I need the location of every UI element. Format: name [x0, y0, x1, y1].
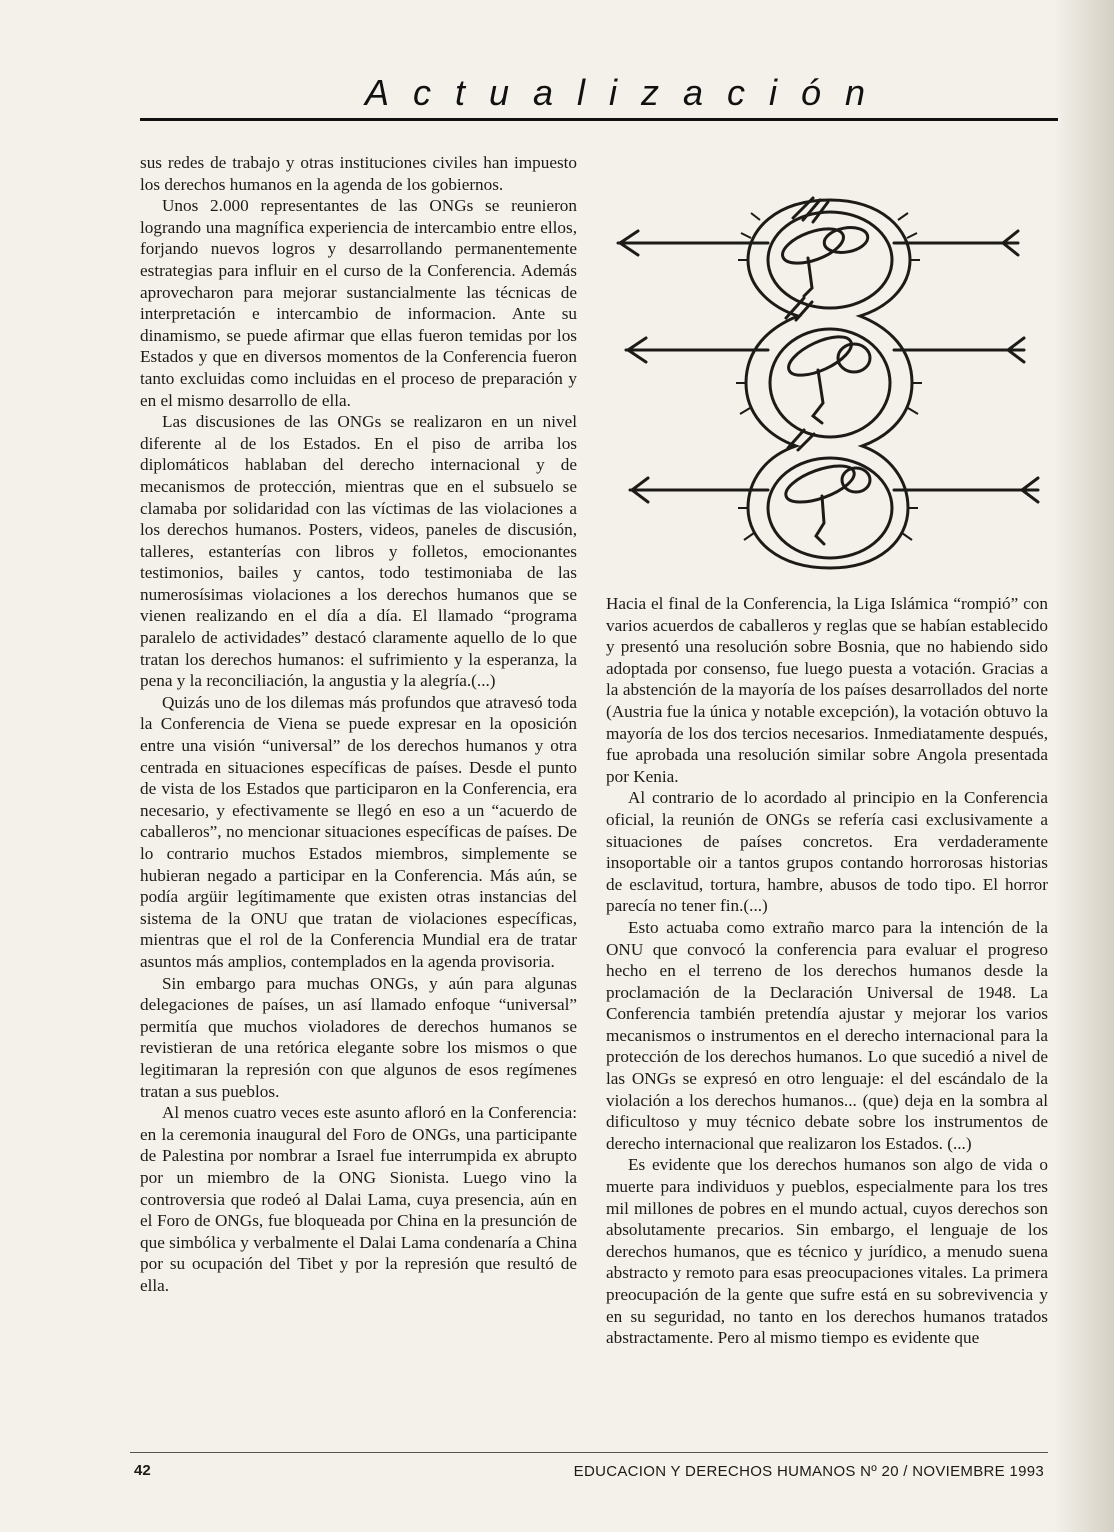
- left-paragraph-2: Unos 2.000 representantes de las ONGs se reunieron logrando una magnífica experiencia de intercambio entre ellos, forjando nuevos logros y desarrollando permanentemente estrategias para influir en el curso de la Conferencia. Además aprovecharon para mejorar sustancialmente las técnicas de interpretación e intercambio de informacion. Ante su dinamismo, se puede afirmar que ellas fueron temidas por los Estados y que en diversos momentos de la Conferencia fueron tanto excluidas como incluidas en el proceso de preparación y en el mismo desarrollo de ella.: [140, 196, 577, 410]
- publication-footer: EDUCACION Y DERECHOS HUMANOS Nº 20 / NOVIEMBRE 1993: [573, 1463, 1044, 1480]
- section-title: Actualización: [364, 72, 890, 113]
- left-paragraph-1: sus redes de trabajo y otras instituciones civiles han impuesto los derechos humanos en la agenda de los gobiernos.: [140, 153, 577, 194]
- left-paragraph-3: Las discusiones de las ONGs se realizaron en un nivel diferente al de los Estados. En el piso de arriba los diplomáticos hablaban del derecho internacional y de mecanismos de protección, mientras que en el subsuelo se clamaba por solidaridad con las víctimas de las violaciones a los derechos humanos. Posters, videos, paneles de discusión, talleres, estanterías con libros y folletos, emocionantes testimonios, bailes y cantos, todo testimoniaba de las numerosísimas violaciones a los derechos humanos que se vienen realizando en el día a día. El llamado “programa paralelo de actividades” destacó claramente aquello de lo que tratan los derechos humanos: el sufrimiento y la esperanza, la pena y la reconciliación, la angustia y la alegría.(...): [140, 412, 577, 691]
- right-paragraph-2: Al contrario de lo acordado al principio en la Conferencia oficial, la reunión de ONGs se refería casi exclusivamente a situaciones de países concretos. Era verdaderamente insoportable oir a tantos grupos contando horrorosas historias de esclavitud, tortura, hambre, abusos de todo tipo. El horror parecía no tener fin.(...): [606, 788, 1048, 916]
- right-paragraph-1: Hacia el final de la Conferencia, la Liga Islámica “rompió” con varios acuerdos de caballeros y reglas que se habían establecido y presentó una resolución sobre Bosnia, que no habiendo sido adoptada por consenso, fue luego puesta a votación. Gracias a la abstención de la mayoría de los países desarrollados del norte (Austria fue la única y notable excepción), la votación obtuvo la mayoría de los dos tercios necesarios. Inmediatamente después, fue aprobada una resolución similar sobre Angola presentada por Kenia.: [606, 594, 1048, 786]
- left-column: [140, 152, 577, 1296]
- figure-eight-illustration: [608, 178, 1053, 583]
- page-edge-shadow: [1054, 0, 1114, 1532]
- right-column: [606, 593, 1048, 1349]
- right-paragraph-3: Esto actuaba como extraño marco para la intención de la ONU que convocó la conferencia para evaluar el progreso hecho en el terreno de los derechos humanos desde la proclamación de la Declaración Universal de 1948. La Conferencia también pretendía ajustar y mejorar los varios mecanismos o instrumentos en el derecho internacional para la protección de los derechos humanos. Lo que sucedió a nivel de las ONGs se expresó en otro lenguaje: el del escándalo de la violación a los derechos humanos... (que) deja en la sombra al dificultoso y muy técnico debate sobre los instrumentos de derecho internacional que realizaron los Estados. (...): [606, 917, 1048, 1153]
- header-rule: [140, 118, 1058, 121]
- left-paragraph-4: Quizás uno de los dilemas más profundos que atravesó toda la Conferencia de Viena se puede expresar en la oposición entre una visión “universal” de los derechos humanos y otra centrada en situaciones específicas de países. Desde el punto de vista de los Estados que participaron en la Conferencia, era necesario, y efectivamente se llegó en eso a un “acuerdo de caballeros”, no mencionar situaciones específicas de países. De lo contrario muchos Estados miembros, simplemente se hubieran negado a participar en la Conferencia. Más aún, se podía argüir legítimamente que existen otras instancias del sistema de la ONU que tratan de violaciones específicas, mientras que el rol de la Conferencia Mundial era de tratar asuntos más amplios, contemplados en la agenda provisoria.: [140, 692, 577, 971]
- footer-rule: [130, 1452, 1048, 1453]
- right-paragraph-4: Es evidente que los derechos humanos son algo de vida o muerte para individuos y pueblos, especialmente para los tres mil millones de pobres en el mundo actual, cuyos derechos son absolutamente precarios. Sin embargo, el lenguaje de los derechos humanos, que es técnico y jurídico, a menudo suena abstracto y remoto para esas preocupaciones vitales. La primera preocupación de la gente que sufre está en su sobrevivencia y en su seguridad, no tanto en los derechos humanos tratados abstractamente. Pero al mismo tiempo es evidente que: [606, 1155, 1048, 1348]
- left-paragraph-6: Al menos cuatro veces este asunto afloró en la Conferencia: en la ceremonia inaugural del Foro de ONGs, una participante de Palestina por nombrar a Israel fue interrumpida ex abrupto por un miembro de la ONG Sionista. Luego vino la controversia que rodeó al Dalai Lama, cuya presencia, aún en el Foro de ONGs, fue bloqueada por China en la presunción de que simbólica y verbalmente el Dalai Lama condenaría a China por su ocupación del Tibet y por la represión que resultó de ella.: [140, 1103, 577, 1295]
- page-number: 42: [134, 1462, 151, 1479]
- left-paragraph-5: Sin embargo para muchas ONGs, y aún para algunas delegaciones de países, un así llamado enfoque “universal” permitía que muchos violadores de derechos humanos se revistieran de una retórica elegante sobre los mismos o que legitimaran la represión con que algunos de esos regímenes tratan a sus pueblos.: [140, 973, 577, 1101]
